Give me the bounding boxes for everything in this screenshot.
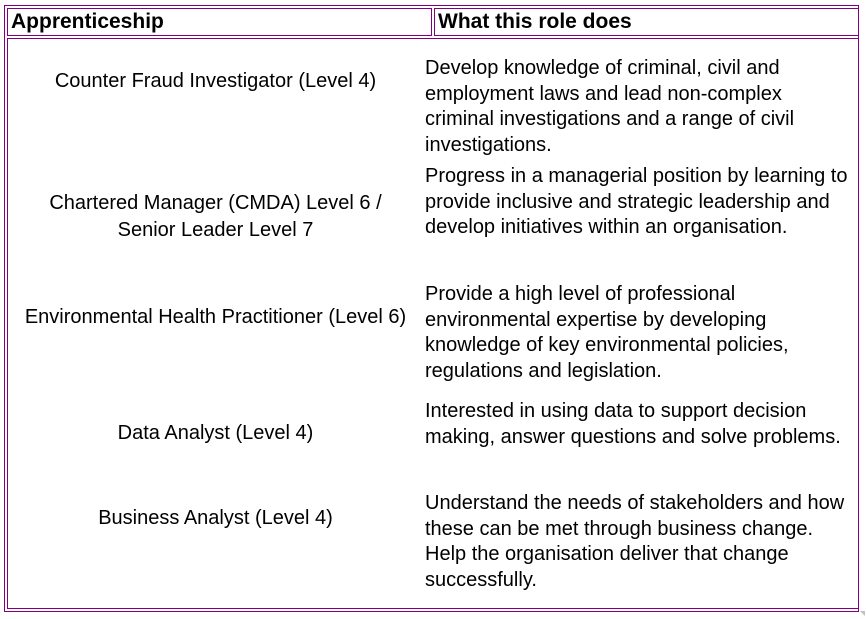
role-description: Develop knowledge of criminal, civil and employment laws and lead non-complex criminal investigations and a range of civil investigations. <box>425 57 795 156</box>
apprenticeship-name: Business Analyst (Level 4) <box>98 507 333 529</box>
apprenticeship-name: Environmental Health Practitioner (Level 6) <box>24 306 407 328</box>
apprenticeship-name: Data Analyst (Level 4) <box>117 422 314 444</box>
table-body <box>7 38 859 609</box>
resize-handle-icon <box>860 611 865 616</box>
table-row <box>8 399 858 484</box>
apprenticeship-name: Counter Fraud Investigator (Level 4) <box>54 70 377 92</box>
role-description: Understand the needs of stakeholders and how these can be met through business change. Help the organisation deliver that change successfully. <box>425 492 845 591</box>
table-row <box>8 164 858 274</box>
header-apprenticeship: Apprenticeship <box>7 8 432 36</box>
apprenticeship-name: Chartered Manager (CMDA) Level 6 / Senior Leader Level 7 <box>49 192 382 241</box>
table-row <box>8 282 858 392</box>
role-description: Provide a high level of professional environmental expertise by developing knowledge of key environmental policies, regulations and legislation. <box>425 283 789 382</box>
table-row <box>8 491 858 601</box>
role-description: Progress in a managerial position by learning to provide inclusive and strategic leadership and develop initiatives within an organisation. <box>425 165 848 238</box>
role-description: Interested in using data to support decision making, answer questions and solve problems. <box>425 400 841 448</box>
table-row <box>8 47 858 157</box>
header-role-description: What this role does <box>434 8 859 36</box>
